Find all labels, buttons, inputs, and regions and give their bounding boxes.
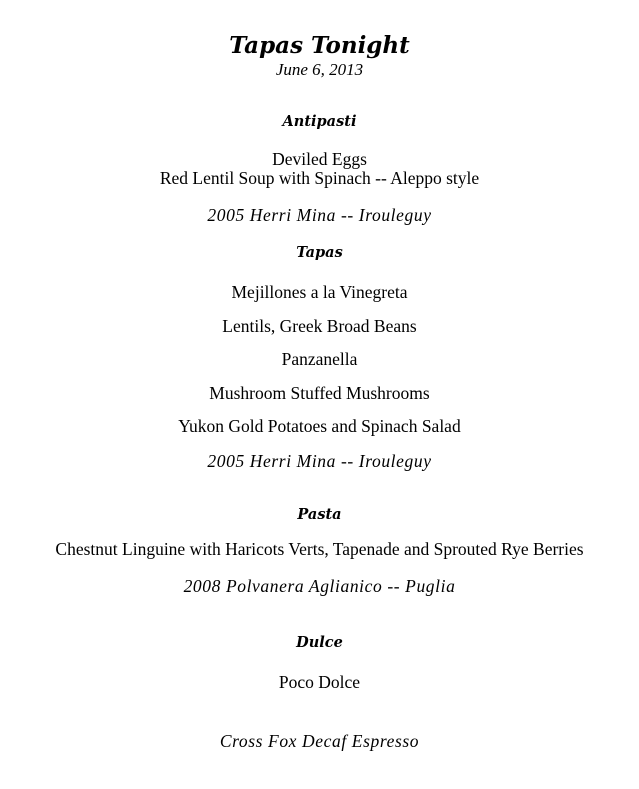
dish-item: Panzanella <box>281 349 358 369</box>
dish-item: Deviled Eggs <box>272 149 367 169</box>
dish-item: Red Lentil Soup with Spinach -- Aleppo style <box>159 168 480 188</box>
menu-date: June 6, 2013 <box>275 60 364 79</box>
dish-item: Mejillones a la Vinegreta <box>231 282 408 302</box>
wine-pairing: 2005 Herri Mina -- Irouleguy <box>207 205 432 225</box>
dish-item: Lentils, Greek Broad Beans <box>222 316 417 336</box>
menu-title: Tapas Tonight <box>229 32 410 59</box>
wine-pairing: 2005 Herri Mina -- Irouleguy <box>207 451 432 471</box>
dish-item: Poco Dolce <box>278 672 361 692</box>
dish-item: Mushroom Stuffed Mushrooms <box>209 383 430 403</box>
section-heading: Antipasti <box>282 113 357 130</box>
coffee-pairing: Cross Fox Decaf Espresso <box>219 731 420 751</box>
section-heading: Dulce <box>296 634 343 651</box>
dish-item: Yukon Gold Potatoes and Spinach Salad <box>178 416 461 436</box>
section-heading: Tapas <box>296 244 343 261</box>
dish-item: Chestnut Linguine with Haricots Verts, Tapenade and Sprouted Rye Berries <box>55 539 584 559</box>
wine-pairing: 2008 Polvanera Aglianico -- Puglia <box>183 576 456 596</box>
section-heading: Pasta <box>297 506 342 523</box>
